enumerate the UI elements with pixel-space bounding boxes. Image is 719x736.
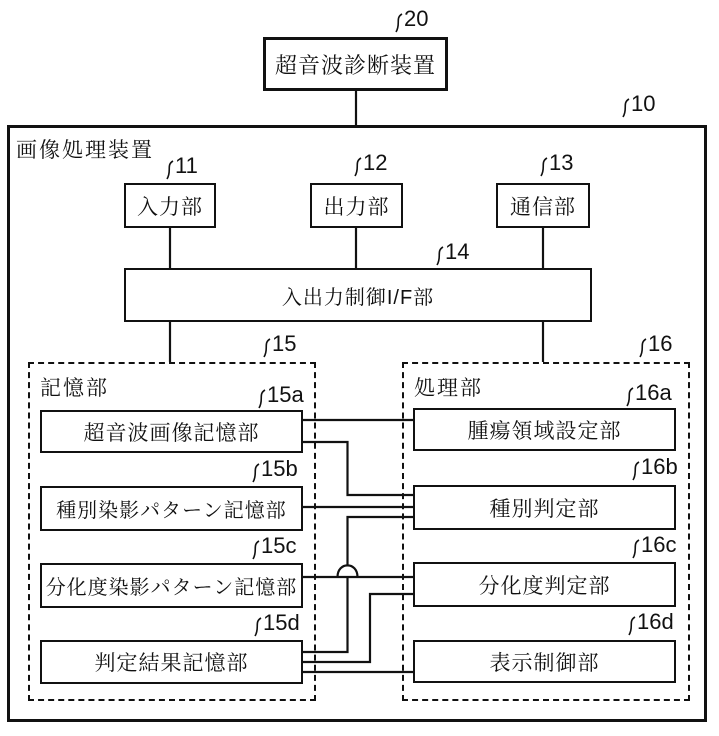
- ref-number: 15b: [261, 456, 298, 481]
- ref-number: 16: [648, 331, 673, 356]
- input-unit-box: [124, 183, 216, 228]
- ref-label-15c: [250, 535, 296, 562]
- ref-label-15d: [252, 612, 300, 639]
- type-stain-pattern-storage-box: [40, 486, 303, 531]
- ref-lead-squiggle-icon: [164, 160, 174, 182]
- ref-label-14: [434, 241, 469, 268]
- ref-label-20: [393, 8, 428, 35]
- ref-lead-squiggle-icon: [538, 157, 548, 179]
- ref-number: 14: [445, 239, 470, 264]
- tumor-region-setting-box: [413, 408, 676, 451]
- ultrasound-device-label: 超音波診断装置: [274, 52, 436, 78]
- type-judgment-label: 種別判定部: [489, 497, 600, 521]
- processing-section-label: 処理部: [414, 377, 483, 400]
- display-control-label: 表示制御部: [489, 651, 600, 675]
- differentiation-judgment-box: [413, 562, 676, 607]
- ultrasound-device-box: [263, 37, 448, 91]
- ref-label-16c: [630, 534, 676, 561]
- ref-number: 15d: [263, 610, 300, 635]
- differentiation-judgment-label: 分化度判定部: [478, 574, 611, 598]
- type-stain-pattern-storage-label: 種別染影パターン記憶部: [56, 500, 287, 522]
- ref-label-15b: [250, 458, 298, 485]
- ref-label-11: [164, 155, 198, 182]
- ref-number: 20: [404, 6, 429, 31]
- ref-lead-squiggle-icon: [637, 338, 647, 360]
- ref-lead-squiggle-icon: [261, 338, 271, 360]
- ultrasound-image-storage-label: 超音波画像記憶部: [83, 421, 260, 445]
- ref-number: 15a: [267, 382, 304, 407]
- output-unit-label: 出力部: [323, 195, 390, 219]
- ref-lead-squiggle-icon: [620, 98, 630, 120]
- input-unit-label: 入力部: [137, 195, 203, 219]
- ref-lead-squiggle-icon: [630, 461, 640, 483]
- communication-unit-box: [496, 183, 590, 228]
- ref-label-16a: [624, 382, 672, 409]
- differentiation-stain-pattern-storage-label: 分化度染影パターン記憶部: [45, 577, 298, 599]
- line-hop-arc: [338, 565, 358, 577]
- ref-lead-squiggle-icon: [250, 540, 260, 562]
- ref-label-16: [637, 333, 672, 360]
- ref-lead-squiggle-icon: [250, 463, 260, 485]
- communication-unit-label: 通信部: [510, 195, 576, 219]
- ultrasound-image-storage-box: [40, 410, 303, 453]
- ref-lead-squiggle-icon: [630, 539, 640, 561]
- ref-label-10: [620, 93, 655, 120]
- ref-lead-squiggle-icon: [624, 387, 634, 409]
- ref-number: 15: [272, 331, 297, 356]
- output-unit-box: [310, 183, 403, 228]
- storage-section-label: 記憶部: [40, 377, 109, 400]
- ref-number: 15c: [261, 533, 297, 558]
- ref-number: 16c: [641, 532, 677, 557]
- ref-lead-squiggle-icon: [626, 616, 636, 638]
- image-processing-device-label: 画像処理装置: [16, 139, 154, 162]
- ref-number: 11: [175, 153, 198, 178]
- io-control-if-box: [124, 268, 592, 322]
- ref-lead-squiggle-icon: [393, 13, 403, 35]
- display-control-box: [413, 640, 676, 683]
- ref-number: 16b: [641, 454, 678, 479]
- ref-lead-squiggle-icon: [256, 389, 266, 411]
- differentiation-stain-pattern-storage-box: [40, 563, 303, 608]
- ref-label-13: [538, 152, 573, 179]
- ref-label-16b: [630, 456, 678, 483]
- ref-number: 10: [631, 91, 656, 116]
- line-15a-to-16b: [303, 442, 413, 495]
- ref-label-15a: [256, 384, 304, 411]
- ref-label-16d: [626, 611, 674, 638]
- ref-number: 16d: [637, 609, 674, 634]
- judgment-result-storage-box: [40, 640, 303, 684]
- ref-number: 12: [363, 150, 388, 175]
- ref-lead-squiggle-icon: [252, 617, 262, 639]
- tumor-region-setting-label: 腫瘍領域設定部: [467, 419, 622, 443]
- ref-number: 13: [549, 150, 574, 175]
- judgment-result-storage-label: 判定結果記憶部: [94, 652, 249, 675]
- io-control-if-label: 入出力制御I/F部: [281, 286, 435, 309]
- ref-lead-squiggle-icon: [352, 157, 362, 179]
- ref-label-12: [352, 152, 387, 179]
- ref-label-15: [261, 333, 296, 360]
- ref-lead-squiggle-icon: [434, 246, 444, 268]
- ref-number: 16a: [635, 380, 672, 405]
- type-judgment-box: [413, 485, 676, 530]
